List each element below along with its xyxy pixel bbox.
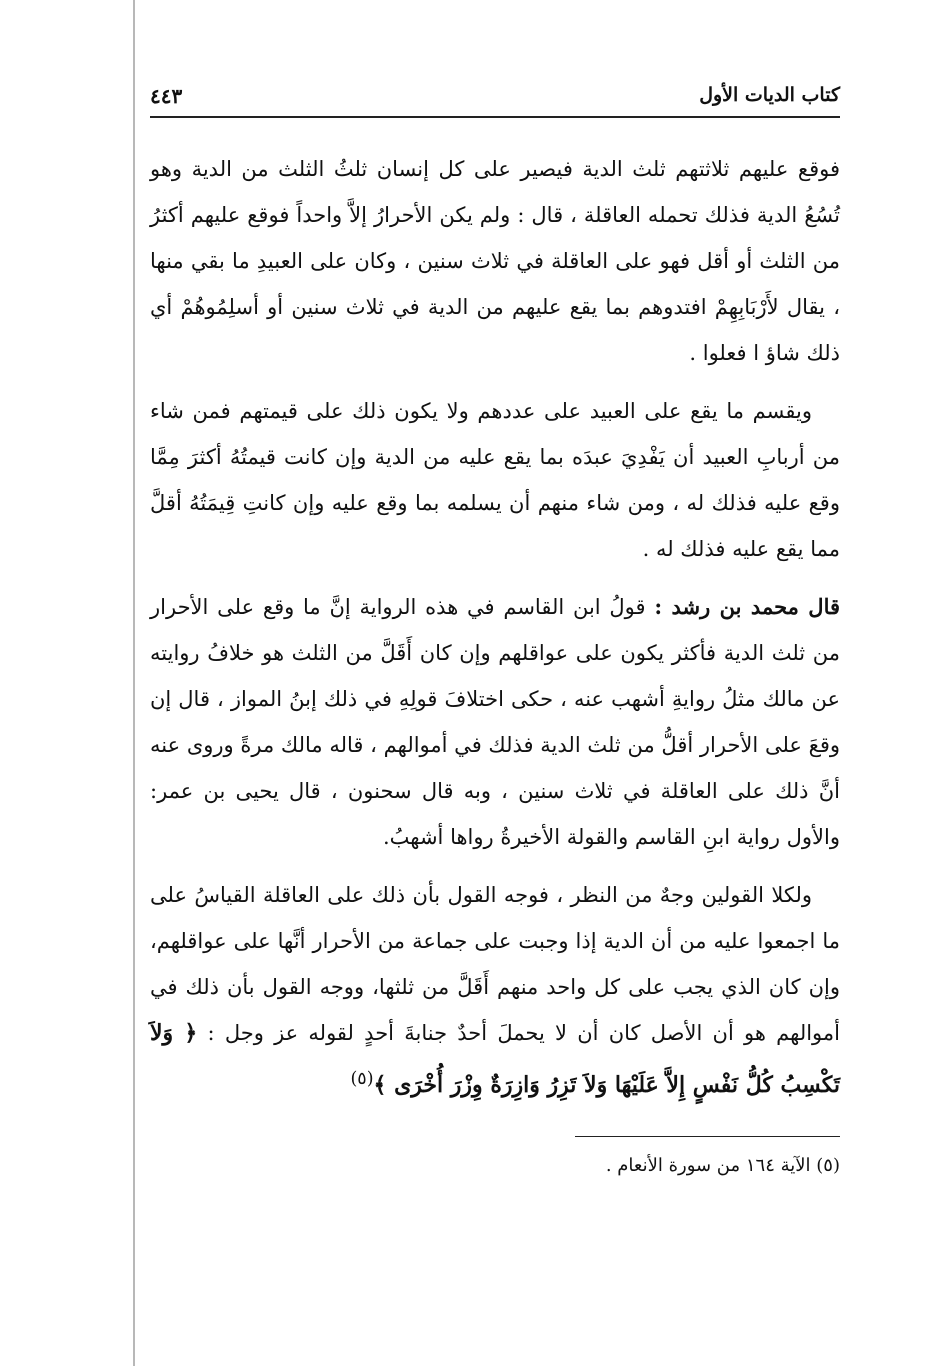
- quran-verse: ﴿ وَلاَ تَكْسِبُ كُلُّ نَفْسٍ إِلاَّ عَلَيْهَا وَلاَ تَزِرُ وَازِرَةٌ وِزْرَ أُخْرَى ﴾: [150, 1020, 840, 1098]
- paragraph-text: فوقع عليهم ثلاثتهم ثلث الدية فيصير على كل إنسان ثلثُ الثلث من الدية وهو تُسُعُ الدية فذلك تحمله العاقلة ، قال : ولم يكن الأحرارُ إلاَّ واحداً فوقع عليهم أكثرُ من الثلث أو أقل فهو على العاقلة في ثلاث سنين ، وكان على العبيدِ ما بقي منها ، يقال لأَرْبَابِهِمْ افتدوهم بما يقع عليهم من الدية في ثلاث سنين أو أسلِمُوهُمْ أي ذلك شاؤ ا فعلوا .: [150, 157, 840, 365]
- footnote-reference: (٥): [350, 1069, 374, 1089]
- paragraph-2: [150, 388, 840, 572]
- body-text: [150, 146, 840, 1108]
- page-header: [150, 82, 840, 118]
- paragraph-text: ويقسم ما يقع على العبيد على عددهم ولا يكون ذلك على قيمتهم فمن شاء من أربابِ العبيد أن يَفْدِيَ عبدَه بما يقع عليه من الدية وإن كانت قيمتُهُ أكثرَ مِمَّا وقع عليه فذلك له ، ومن شاء منهم أن يسلمه بما وقع عليه وإن كانتِ قِيمَتُهُ أقلَّ مما يقع عليه فذلك له .: [150, 399, 840, 561]
- paragraph-4: [150, 872, 840, 1108]
- speaker-label: قال محمد بن رشد :: [654, 594, 841, 619]
- running-title: كتاب الديات الأول: [699, 84, 840, 106]
- paragraph-3: [150, 584, 840, 860]
- paragraph-text: ولكلا القولين وجهٌ من النظر ، فوجه القول بأن ذلك على العاقلة القياسُ على ما اجمعوا عليه من أن الدية إذا وجبت على جماعة من الأحرار أنَّها على عواقلهم، وإن كان الذي يجب على كل واحد منهم أَقَلَّ من ثلثها، ووجه القول بأن ذلك في أموالهم هو أن الأصل كان أن لا يحملَ أحدٌ جنابةَ أحدٍ لقوله عز وجل :: [150, 883, 840, 1045]
- paragraph-text: قولُ ابن القاسم في هذه الرواية إنَّ ما وقع على الأحرار من ثلث الدية فأكثر يكون على عواقلهم وإن كان أَقَلَّ من الثلث هو خلافُ روايته عن مالك مثلُ روايةِ أشهب عنه ، حكى اختلافَ قولِهِ في ذلك إبنُ المواز ، قال إن وقعَ على الأحرار أقلُّ من ثلث الدية فذلك في أموالهم ، قاله مالك مرةً وروى عنه أنَّ ذلك على العاقلة في ثلاث سنين ، وبه قال سحنون ، قال يحيى بن عمر: والأول رواية ابنِ القاسم والقولة الأخيرةُ رواها أشهبُ.: [150, 595, 840, 849]
- footnote-divider: [575, 1136, 840, 1137]
- paragraph-1: [150, 146, 840, 376]
- page-binding-line: [133, 0, 135, 1366]
- page-number: ٤٤٣: [150, 84, 183, 108]
- footnote: (٥) الآية ١٦٤ من سورة الأنعام .: [605, 1155, 840, 1176]
- book-page: [150, 82, 840, 1181]
